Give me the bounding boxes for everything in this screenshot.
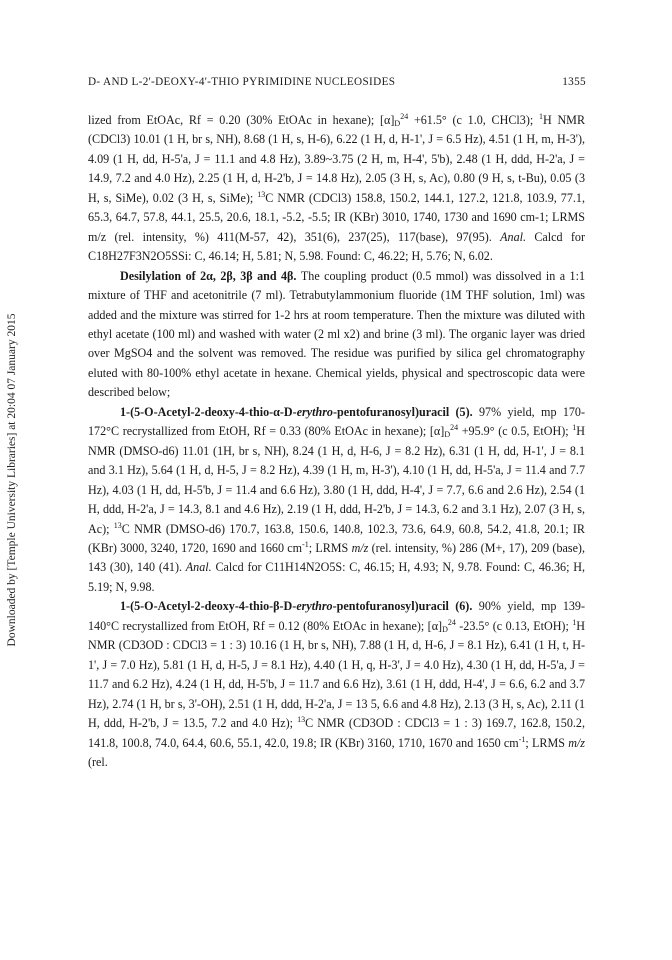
paragraph-desilylation: Desilylation of 2α, 2β, 3β and 4β. The coupling product (0.5 mmol) was dissolved in a 1:1 mixture of THF and acetonitrile (7 ml). Tetrabutylammonium fluoride (1M THF solution, 1ml) was added and the mixture was stirred for 1-2 hrs at room temperature. Then the mixture was diluted with ethyl acetate (100 ml) and washed with water (2 ml x2) and brine (3 ml). The organic layer was dried over MgSO4 and the solvent was removed. The residue was purified by silica gel chromatography eluted with 80-100% ethyl acetate in hexane. Chemical yields, physical and spectroscopic data were described below; [88, 268, 585, 400]
paragraph-compound-6: 1-(5-O-Acetyl-2-deoxy-4-thio-β-D-erythro-pentofuranosyl)uracil (6). 90% yield, mp 139-140°C recrystallized from EtOH, Rf = 0.12 (80% EtOAc in hexane); $[\alpha]_D^{24}$ -23.5° (c 0.13, EtOH); $^1$H NMR (CD3OD : CDCl3 = 1 : 3) 10.16 (1 H, br s, NH), 7.88 (1 H, d, H-6, J = 8.1 Hz), 6.41 (1 H, t, H-1', J = 7.0 Hz), 5.81 (1 H, d, H-5, J = 8.1 Hz), 4.40 (1 H, q, H-3', J = 4.0 Hz), 4.30 (1 H, dd, H-5'a, J = 11.7 and 6.2 Hz), 4.24 (1 H, dd, H-5'b, J = 11.7 and 6.6 Hz), 3.61 (1 H, ddd, H-4', J = 6.6, 6.2 and 3.7 Hz), 2.74 (1 H, br s, 3'-OH), 2.51 (1 H, ddd, H-2'a, J = 13 5, 6.6 and 4.8 Hz), 2.13 (3 H, s, Ac), 2.11 (1 H, ddd, H-2'b, J = 13.5, 7.2 and 4.0 Hz); $^{13}$C NMR (CD3OD : CDCl3 = 1 : 3) 169.7, 162.8, 150.2, 141.8, 100.8, 74.0, 64.4, 60.6, 55.1, 42.0, 19.8; IR (KBr) 3160, 1710, 1670 and 1650 $cm^{-1}$; LRMS m/z (rel. [88, 599, 585, 769]
page-number: 1355 [562, 76, 586, 88]
section-heading: Desilylation of 2α, 2β, 3β and 4β. [120, 268, 297, 283]
compound-heading: 1-(5-O-Acetyl-2-deoxy-4-thio-α-D-erythro-pentofuranosyl)uracil (5). [120, 404, 473, 419]
compound-heading: 1-(5-O-Acetyl-2-deoxy-4-thio-β-D-erythro-pentofuranosyl)uracil (6). [120, 599, 473, 614]
paragraph-compound-5: 1-(5-O-Acetyl-2-deoxy-4-thio-α-D-erythro-pentofuranosyl)uracil (5). 97% yield, mp 170-172°C recrystallized from EtOH, Rf = 0.33 (80% EtOAc in hexane); $[\alpha]_D^{24} +95.9^\circ$ (c 0.5, EtOH); $^1$H NMR (DMSO-d6) 11.01 (1H, br s, NH), 8.24 (1 H, d, H-6, J = 8.2 Hz), 6.31 (1 H, dd, H-1', J = 8.1 and 3.1 Hz), 5.64 (1 H, d, H-5, J = 8.2 Hz), 4.39 (1 H, m, H-3'), 4.10 (1 H, dd, H-5'a, J = 11.4 and 7.7 Hz), 4.03 (1 H, dd, H-5'b, J = 11.4 and 6.6 Hz), 3.80 (1 H, ddd, H-4', J = 7.7, 6.6 and 2.6 Hz), 2.54 (1 H, ddd, H-2'a, J = 14.3, 8.1 and 4.6 Hz), 2.19 (1 H, ddd, H-2'b, J = 14.3, 6.2 and 3.1 Hz), 2.07 (3 H, s, Ac); $^{13}$C NMR (DMSO-d6) 170.7, 163.8, 150.6, 140.8, 102.3, 73.6, 64.9, 60.8, 54.2, 41.8, 20.1; IR (KBr) 3000, 3240, 1720, 1690 and 1660 $cm^{-1}$; LRMS m/z (rel. intensity, %) 286 (M+, 17), 209 (base), 143 (30), 140 (41). Anal. Calcd for C11H14N2O5S: C, 46.15; H, 4.93; N, 9.78. Found: C, 46.36; H, 5.19; N, 9.98. [88, 404, 586, 594]
running-title: D- AND L-2'-DEOXY-4'-THIO PYRIMIDINE NUCLEOSIDES [88, 76, 396, 88]
download-note: Downloaded by [Temple University Libraries] at 20:04 07 January 2015 [6, 313, 18, 647]
article-body [88, 111, 585, 772]
paragraph-compound-characterization: lized from EtOAc, Rf = 0.20 (30% EtOAc in hexane); $[\alpha]_D^{24} +61.5^\circ$ (c 1.0, CHCl3); $^1$H NMR (CDCl3) 10.01 (1 H, br s, NH), 8.68 (1 H, s, H-6), 6.22 (1 H, d, H-1', J = 6.5 Hz), 4.51 (1 H, m, H-3'), 4.09 (1 H, dd, H-5'a, J = 11.1 and 4.8 Hz), 3.89~3.75 (2 H, m, H-4', 5'b), 2.48 (1 H, ddd, H-2'a, J = 14.9, 7.2 and 4.0 Hz), 2.25 (1 H, d, H-2'b, J = 14.8 Hz), 2.05 (3 H, s, Ac), 0.80 (9 H, s, t-Bu), 0.05 (3 H, s, SiMe), 0.02 (3 H, s, SiMe); $^{13}$C NMR (CDCl3) 158.8, 150.2, 144.1, 127.2, 121.8, 103.9, 77.1, 65.3, 64.7, 57.8, 44.1, 25.5, 20.6, 18.1, -5.2, -5.5; IR (KBr) 3010, 1740, 1730 and 1690 cm-1; LRMS m/z (rel. intensity, %) 411(M-57, 42), 351(6), 237(25), 117(base), 97(95). Anal. Calcd for C18H27F3N2O5SSi: C, 46.14; H, 5.81; N, 5.98. Found: C, 46.22; H, 5.76; N, 6.02. [88, 112, 586, 264]
